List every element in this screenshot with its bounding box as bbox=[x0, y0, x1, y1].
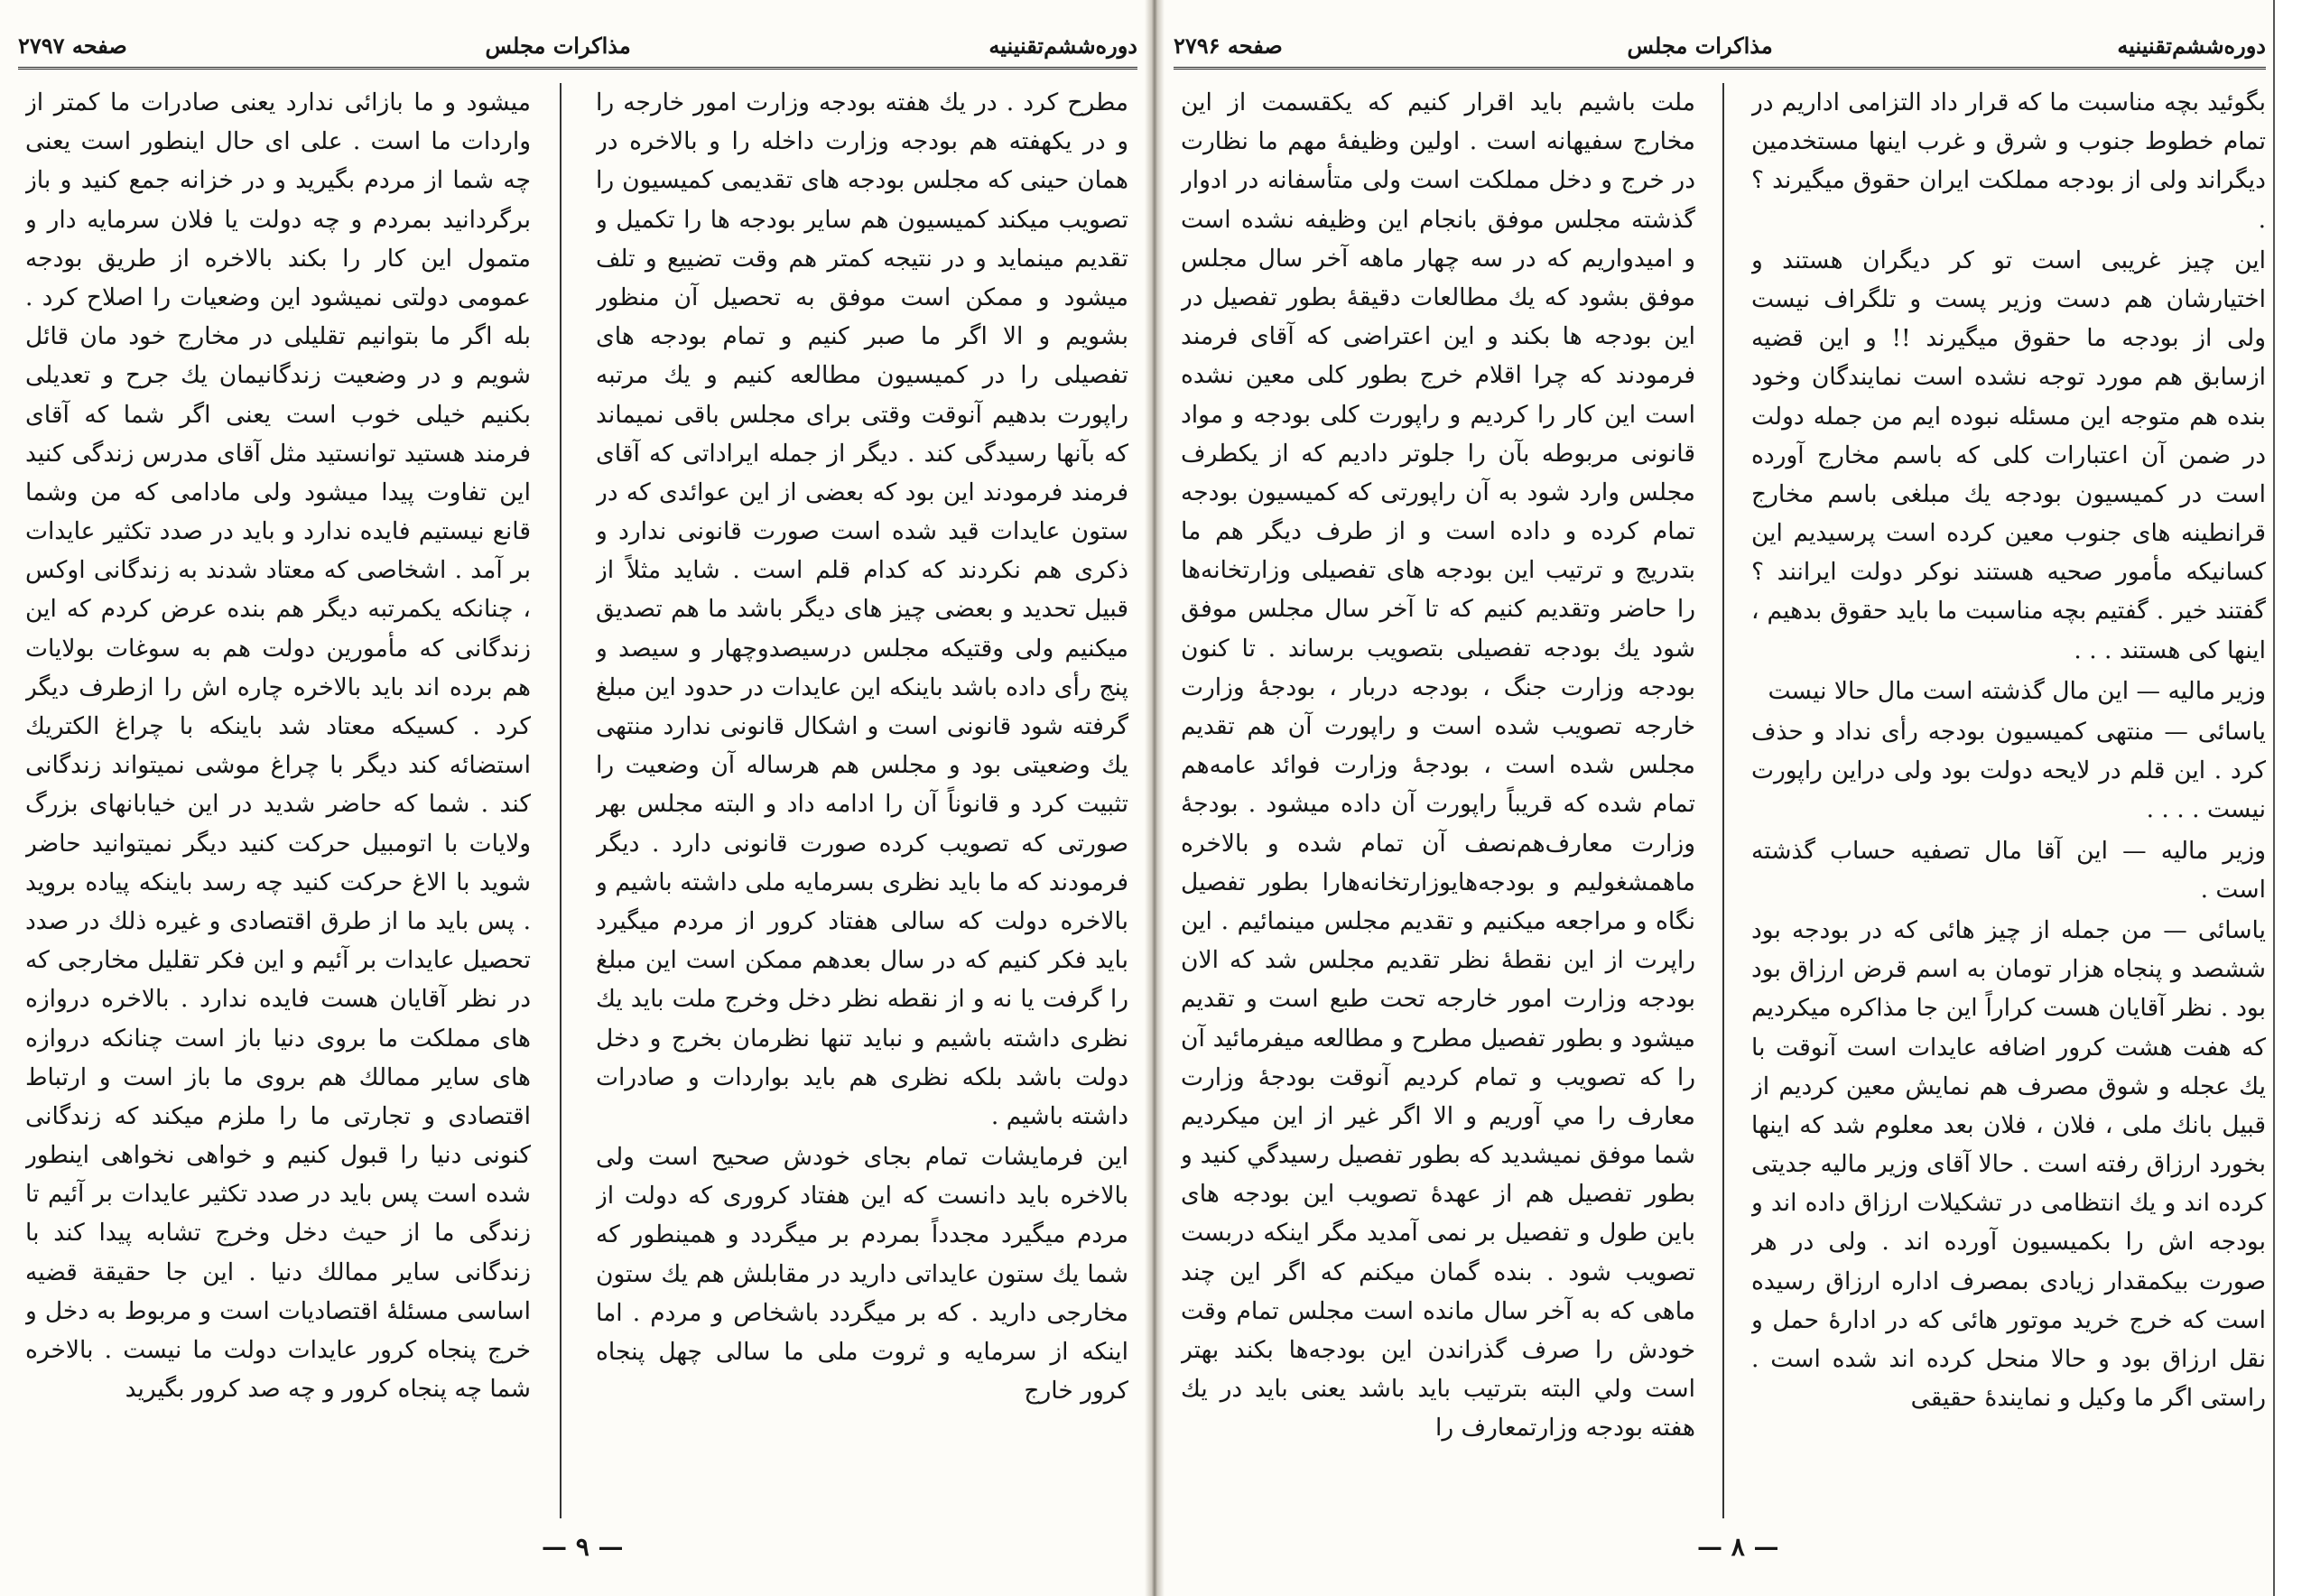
paragraph: میشود و ما بازائی ندارد یعنی صادرات ما کمتر از واردات ما است . علی ای حال اینطور است یعنی چه شما از مردم بگیرید و در خزانه جمع کنید و باز برگردانید بمردم و چه دولت یا فلان سرمایه دار و متمول این کار را بکند بالاخره از طریق بودجه عمومی دولتی نمیشود این وضعیات را اصلاح کرد . بله اگر ما بتوانیم تقلیلی در مخارج خود مان قائل شویم و در وضعیت زندگانیمان یك جرح و تعدیلی بکنیم خیلی خوب است یعنی اگر شما که آقای فرمند هستید توانستید مثل آقای مدرس زندگی کنید این تفاوت پیدا میشود ولی مادامی که من وشما قانع نیستیم فایده ندارد و باید در صدد تکثیر عایدات بر آمد . اشخاصی که معتاد شدند به زندگانی اوکس ، چنانکه یکمرتبه دیگر هم بنده عرض کردم که این زندگانی که مأمورین دولت هم به سوغات بولایات هم برده اند باید بالاخره چاره اش را ازطرف دیگر کرد . کسیکه معتاد شد باینکه با چراغ الکتریك استضائه کند دیگر با چراغ موشی نمیتواند زندگانی کند . شما که حاضر شدید در این خیابانهای بزرگ ولایات با اتومبیل حرکت کنید دیگر نمیتوانید حاضر شوید با الاغ حرکت کنید چه رسد باینکه پیاده بروید . پس باید ما از طرق اقتصادی و غیره ذلك در صدد تحصیل عایدات بر آئیم و این فکر تقلیل مخارجی که در نظر آقایان هست فایده ندارد . بالاخره دروازه های مملکت ما بروی دنیا باز است چنانکه دروازه های سایر ممالك هم بروی ما باز است و ارتباط اقتصادی و تجارتی ما را ملزم میکند که زندگانی کنونی دنیا را قبول کنیم و خواهی نخواهی اینطور شده است پس باید در صدد تکثیر عایدات بر آئیم تا زندگی ما از حیث دخل وخرج تشابه پیدا کند با زندگانی سایر ممالك دنیا . این جا حقیقة قضیه اساسی مسئلهٔ اقتصادیات است و مربوط به دخل و خرج پنجاه کرور عایدات دولت ما نیست . بالاخره شما چه پنجاه کرور و چه صد کرور بگیرید bbox=[25, 88, 531, 1404]
right-header-session: دوره‌ششم‌تقنینیه bbox=[2117, 32, 2266, 59]
paragraph: بگوئید بچه مناسبت ما که قرار داد التزامی اداریم در تمام خطوط جنوب و شرق و غرب اینها مستخدمین دیگراند ولی از بودجه مملکت ایران حقوق میگیرند ؟ . bbox=[1751, 88, 2266, 234]
left-page-column-2 bbox=[25, 83, 531, 1518]
paragraph: این چیز غریبی است تو کر دیگران هستند و اختیارشان هم دست وزیر پست و تلگراف نیست ولی از بودجه ما حقوق میگیرند !! و این قضیه ازسابق هم مورد توجه نشده است نمایندگان وخود بنده هم متوجه این مسئله نبوده ایم من جمله دولت در ضمن آن اعتبارات کلی که باسم مخارج آورده است در کمیسیون بودجه یك مبلغی باسم مخارج قرانطینه های جنوب معین کرده است پرسیدیم این کسانیکه مأمور صحیه هستند نوکر دولت ایرانند ؟ گفتند خیر . گفتیم بچه مناسبت ما باید حقوق بدهیم ، اینها کی هستند . . . bbox=[1751, 246, 2266, 664]
left-page-folio: — ۹ — bbox=[542, 1532, 624, 1562]
paragraph: این فرمایشات تمام بجای خودش صحیح است ولی بالاخره باید دانست که این هفتاد کروری که دولت از مردم میگیرد مجدداً بمردم بر میگردد و همینطور که شما یك ستون عایداتی دارید در مقابلش هم یك ستون مخارجی دارید . که بر میگردد باشخاص و مردم . اما اینکه از سرمایه و ثروت ملی ما سالی چهل پنجاه کرور خارج bbox=[596, 1143, 1128, 1406]
right-header-title: مذاکرات مجلس bbox=[1627, 32, 1773, 59]
right-page bbox=[1174, 0, 2266, 1596]
left-page bbox=[18, 0, 1137, 1596]
right-header-rule bbox=[1174, 67, 2266, 70]
column-divider bbox=[1722, 83, 1724, 1518]
paragraph: یاسائی — من جمله از چیز هائی که در بودجه بود ششصد و پنجاه هزار تومان به اسم قرض ارزاق بود بود . نظر آقایان هست کراراً این جا مذاکره میکردیم که هفت هشت کرور اضافه عایدات است آنوقت با یك عجله و شوق مصرف هم نمایش معین کردیم از قبیل بانك ملی ، فلان ، فلان بعد معلوم شد که اینها بخورد ارزاق رفته است . حالا آقای وزیر مالیه جدیتی کرده اند و یك انتظامی در تشکیلات ارزاق داده اند و بودجه اش را بکمیسیون آورده اند . ولی در هر صورت بیکمقدار زیادی بمصرف اداره ارزاق رسیده است که خرج خرید موتور هائی که در ادارهٔ حمل و نقل ارزاق بود و حالا منحل کرده اند شده است . راستی اگر ما وکیل و نمایندهٔ حقیقی bbox=[1751, 915, 2266, 1413]
paragraph: ملت باشیم باید اقرار کنیم که یکقسمت از این مخارج سفیهانه است . اولین وظیفهٔ مهم ما نظارت در خرج و دخل مملکت است ولی متأسفانه در ادوار گذشته مجلس موفق بانجام این وظیفه نشده است و امیدواریم که در سه چهار ماهه آخر سال مجلس موفق بشود که یك مطالعات دقیقهٔ بطور تفصیل در این بودجه ها بکند و این اعتراضی که آقای فرمند فرمودند که چرا اقلام خرج بطور کلی معین نشده است این کار را کردیم و راپورت کلی بودجه و مواد قانونی مربوطه بآن را جلوتر دادیم که از یکطرف مجلس وارد شود به آن راپورتی که کمیسیون بودجه تمام کرده و داده است و از طرف دیگر هم ما بتدریج و ترتیب این بودجه های تفصیلی وزارتخانه‌ها را حاضر وتقدیم کنیم که تا آخر سال مجلس موفق شود یك بودجه تفصیلی بتصویب برساند . تا کنون بودجه وزارت جنگ ، بودجه دربار ، بودجهٔ وزارت خارجه تصویب شده است و راپورت آن هم تقدیم مجلس شده است ، بودجهٔ وزارت فوائد عامه‌هم تمام شده که قریباً راپورت آن داده میشود . بودجهٔ وزارت معارف‌هم‌نصف آن تمام شده و بالاخره ماهمشغولیم و بودجه‌هایوزارتخانه‌هارا بطور تفصیل نگاه و مراجعه میکنیم و تقدیم مجلس مینمائیم . این راپرت از این نقطهٔ نظر تقدیم مجلس شد که الان بودجه وزارت امور خارجه تحت طبع است و تقدیم میشود و بطور تفصیل مطرح و مطالعه میفرمائید آن را که تصویب و تمام کردیم آنوقت بودجهٔ وزارت معارف را مي آوریم و الا اگر غیر از این میکردیم شما موفق نمیشدید که بطور تفصیل رسیدگي کنید و بطور تفصیل هم از عهدهٔ تصویب این بودجه های باین طول و تفصیل بر نمی آمدید مگر اینکه دربست تصویب شود . بنده گمان میکنم که اگر این چند ماهی که به آخر سال مانده است مجلس تمام وقت خودش را صرف گذراندن این بودجه‌ها بکند بهتر است ولي البته بترتیب باید باشد یعنی باید در یك هفته بودجه وزارتمعارف را bbox=[1181, 88, 1695, 1443]
column-divider bbox=[560, 83, 562, 1518]
left-page-column-1 bbox=[596, 83, 1128, 1518]
left-header-rule bbox=[18, 67, 1137, 70]
left-page-header bbox=[18, 25, 1137, 65]
paragraph: یاسائی — منتهی کمیسیون بودجه رأی نداد و حذف کرد . این قلم در لایحه دولت بود ولی دراین راپورت نیست . . . . bbox=[1751, 718, 2266, 824]
right-page-column-1 bbox=[1751, 83, 2266, 1518]
right-page-column-2 bbox=[1181, 83, 1695, 1518]
paragraph: وزیر مالیه — این آقا مال تصفیه حساب گذشته است . bbox=[1751, 836, 2266, 904]
left-header-page-number: صفحه ۲۷۹۷ bbox=[18, 32, 127, 59]
right-page-folio: — ۸ — bbox=[1697, 1532, 1779, 1562]
left-header-title: مذاکرات مجلس bbox=[485, 32, 631, 59]
scan-edge bbox=[2273, 0, 2311, 1596]
right-page-header bbox=[1174, 25, 2266, 65]
right-header-page-number: صفحه ۲۷۹۶ bbox=[1174, 32, 1283, 59]
paragraph: وزیر مالیه — این مال گذشته است مال حالا نیست bbox=[1768, 676, 2266, 705]
book-gutter bbox=[1145, 0, 1165, 1596]
left-header-session: دوره‌ششم‌تقنینیه bbox=[988, 32, 1137, 59]
paragraph: مطرح کرد . در یك هفته بودجه وزارت امور خارجه را و در یکهفته هم بودجه وزارت داخله را و بالاخره در همان حینی که مجلس بودجه های تقدیمی کمیسیون را تصویب میکند کمیسیون هم سایر بودجه ها را تکمیل و تقدیم مینماید و در نتیجه کمتر هم وقت تضییع و تلف میشود و ممکن است موفق به تحصیل آن منظور بشویم و الا اگر ما صبر کنیم و تمام بودجه های تفصیلی را در کمیسیون مطالعه کنیم و یك مرتبه راپورت بدهیم آنوقت وقتی برای مجلس باقی نمیماند که بآنها رسیدگی کند . دیگر از جمله ایراداتی که آقای فرمند فرمودند این بود که بعضی از این عوائدی که در ستون عایدات قید شده است صورت قانونی ندارد و ذکری هم نکردند که کدام قلم است . شاید مثلاً از قبیل تحدید و بعضی چیز های دیگر باشد ما هم تصدیق میکنیم ولی وقتیکه مجلس درسیصدوچهار و سیصد و پنج رأی داده باشد باینکه این عایدات در حدود این مبلغ گرفته شود قانونی است و اشکال قانونی ندارد منتهی یك وضعیتی بود و مجلس هم هرساله آن وضعیت را تثبیت کرد و قانوناً آن را ادامه داد و البته مجلس بهر صورتی که تصویب کرده صورت قانونی دارد . دیگر فرمودند که ما باید نظری بسرمایه ملی داشته باشیم و بالاخره دولت که سالی هفتاد کرور از مردم میگیرد باید فکر کنیم که در سال بعدهم ممکن است این مبلغ را گرفت یا نه و از نقطه نظر دخل وخرج ملت باید یك نظری داشته باشیم و نباید تنها نظرمان بخرج و دخل دولت باشد بلکه نظری هم باید بواردات و صادرات داشته باشیم . bbox=[596, 88, 1128, 1130]
